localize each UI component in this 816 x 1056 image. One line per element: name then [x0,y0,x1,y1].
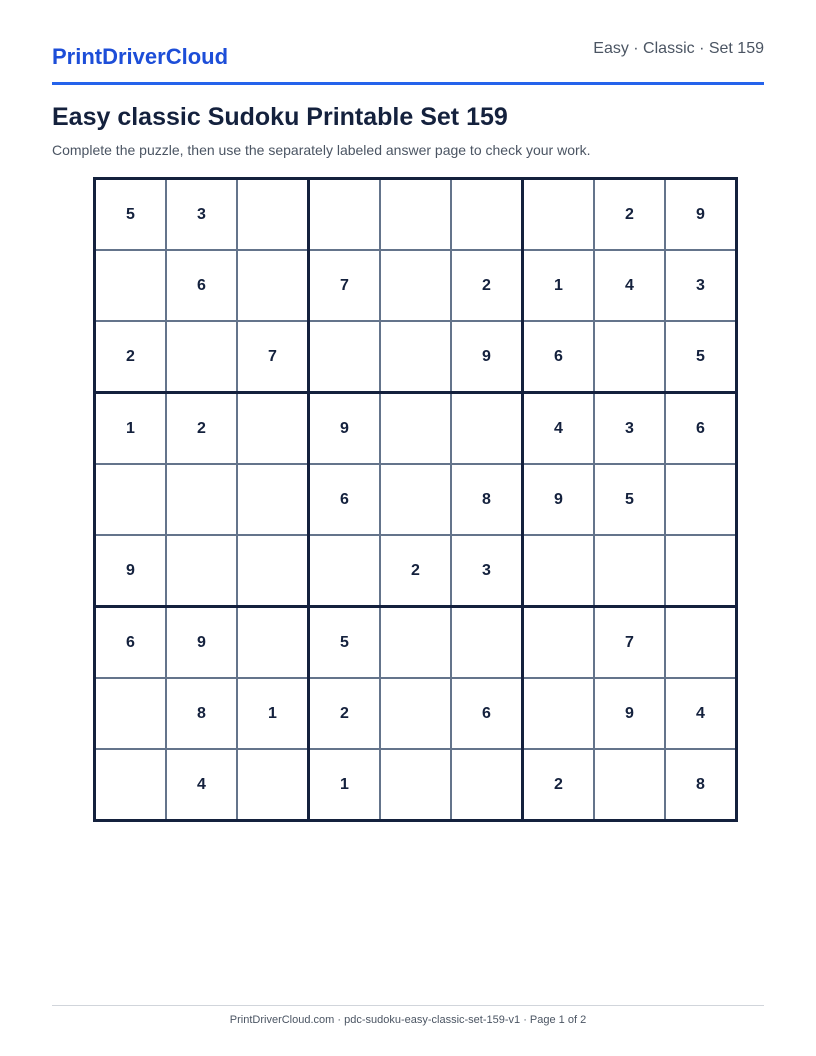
sudoku-row [95,607,737,679]
sudoku-cell[interactable] [95,678,167,749]
sudoku-cell[interactable]: 2 [451,250,523,321]
page-title: Easy classic Sudoku Printable Set 159 [52,103,508,131]
sudoku-cell[interactable]: 4 [594,250,665,321]
sudoku-cell[interactable]: 3 [166,179,237,251]
sudoku-cell[interactable] [451,749,523,821]
sudoku-cell[interactable] [380,393,451,465]
sudoku-row [95,535,737,607]
brand-logo-text: PrintDriverCloud [52,44,229,69]
sudoku-cell[interactable] [166,464,237,535]
sudoku-cell[interactable] [523,607,595,679]
sudoku-cell[interactable] [594,535,665,607]
sudoku-cell[interactable]: 5 [594,464,665,535]
sudoku-cell[interactable] [451,393,523,465]
sudoku-cell[interactable]: 6 [309,464,381,535]
sudoku-cell[interactable] [665,535,737,607]
page-header [52,36,764,86]
sudoku-cell[interactable] [594,749,665,821]
sudoku-cell[interactable] [523,678,595,749]
sudoku-cell[interactable]: 2 [309,678,381,749]
sudoku-cell[interactable] [380,464,451,535]
sudoku-cell[interactable]: 2 [95,321,167,393]
sudoku-cell[interactable] [309,321,381,393]
sudoku-cell[interactable]: 5 [665,321,737,393]
sudoku-cell[interactable]: 3 [665,250,737,321]
sudoku-cell[interactable] [451,179,523,251]
sudoku-cell[interactable]: 2 [380,535,451,607]
sudoku-cell[interactable]: 2 [594,179,665,251]
sudoku-cell[interactable] [523,535,595,607]
sudoku-cell[interactable] [380,749,451,821]
sudoku-cell[interactable] [309,179,381,251]
sudoku-cell[interactable]: 3 [451,535,523,607]
page-subtitle: Complete the puzzle, then use the separately labeled answer page to check your work. [52,142,591,158]
sudoku-cell[interactable]: 6 [166,250,237,321]
sudoku-cell[interactable] [237,749,309,821]
sudoku-cell[interactable]: 9 [665,179,737,251]
sudoku-cell[interactable]: 1 [309,749,381,821]
sudoku-cell[interactable]: 2 [523,749,595,821]
sudoku-cell[interactable] [380,607,451,679]
sudoku-cell[interactable]: 7 [594,607,665,679]
sudoku-cell[interactable]: 4 [166,749,237,821]
page-footer: PrintDriverCloud.com · pdc-sudoku-easy-classic-set-159-v1 · Page 1 of 2 [229,1014,587,1026]
sudoku-cell[interactable] [95,749,167,821]
sudoku-cell[interactable] [380,678,451,749]
sudoku-row [95,321,737,393]
sudoku-cell[interactable]: 8 [451,464,523,535]
sudoku-grid [93,177,723,807]
sudoku-cell[interactable] [237,393,309,465]
sudoku-cell[interactable]: 6 [451,678,523,749]
sudoku-table [93,177,738,822]
sudoku-cell[interactable] [237,250,309,321]
sudoku-cell[interactable] [380,321,451,393]
sudoku-row [95,393,737,465]
sudoku-cell[interactable]: 9 [594,678,665,749]
sudoku-row [95,464,737,535]
sudoku-cell[interactable] [166,535,237,607]
puzzle-meta: Easy · Classic · Set 159 [593,40,764,57]
sudoku-cell[interactable]: 4 [523,393,595,465]
sudoku-cell[interactable] [95,250,167,321]
sudoku-cell[interactable] [166,321,237,393]
sudoku-row [95,749,737,821]
sudoku-cell[interactable]: 6 [95,607,167,679]
sudoku-row [95,179,737,251]
sudoku-cell[interactable] [594,321,665,393]
sudoku-cell[interactable]: 8 [665,749,737,821]
sudoku-cell[interactable]: 7 [237,321,309,393]
sudoku-cell[interactable] [309,535,381,607]
sudoku-cell[interactable]: 9 [95,535,167,607]
sudoku-cell[interactable] [237,535,309,607]
sudoku-row [95,678,737,749]
sudoku-cell[interactable] [95,464,167,535]
sudoku-cell[interactable]: 9 [309,393,381,465]
sudoku-cell[interactable]: 9 [166,607,237,679]
sudoku-cell[interactable]: 6 [523,321,595,393]
sudoku-cell[interactable]: 5 [95,179,167,251]
footer-divider [52,1005,764,1006]
sudoku-cell[interactable]: 1 [95,393,167,465]
sudoku-cell[interactable]: 1 [237,678,309,749]
sudoku-cell[interactable]: 9 [451,321,523,393]
sudoku-cell[interactable] [237,464,309,535]
sudoku-cell[interactable]: 5 [309,607,381,679]
sudoku-cell[interactable] [665,607,737,679]
sudoku-cell[interactable]: 6 [665,393,737,465]
sudoku-cell[interactable] [237,179,309,251]
sudoku-cell[interactable] [237,607,309,679]
sudoku-cell[interactable]: 1 [523,250,595,321]
sudoku-cell[interactable] [380,179,451,251]
sudoku-cell[interactable] [451,607,523,679]
sudoku-cell[interactable] [380,250,451,321]
sudoku-row [95,250,737,321]
sudoku-cell[interactable]: 3 [594,393,665,465]
sudoku-cell[interactable] [665,464,737,535]
sudoku-cell[interactable]: 8 [166,678,237,749]
sudoku-cell[interactable] [523,179,595,251]
header-divider [52,82,764,85]
sudoku-cell[interactable]: 9 [523,464,595,535]
sudoku-cell[interactable]: 2 [166,393,237,465]
sudoku-cell[interactable]: 4 [665,678,737,749]
sudoku-cell[interactable]: 7 [309,250,381,321]
